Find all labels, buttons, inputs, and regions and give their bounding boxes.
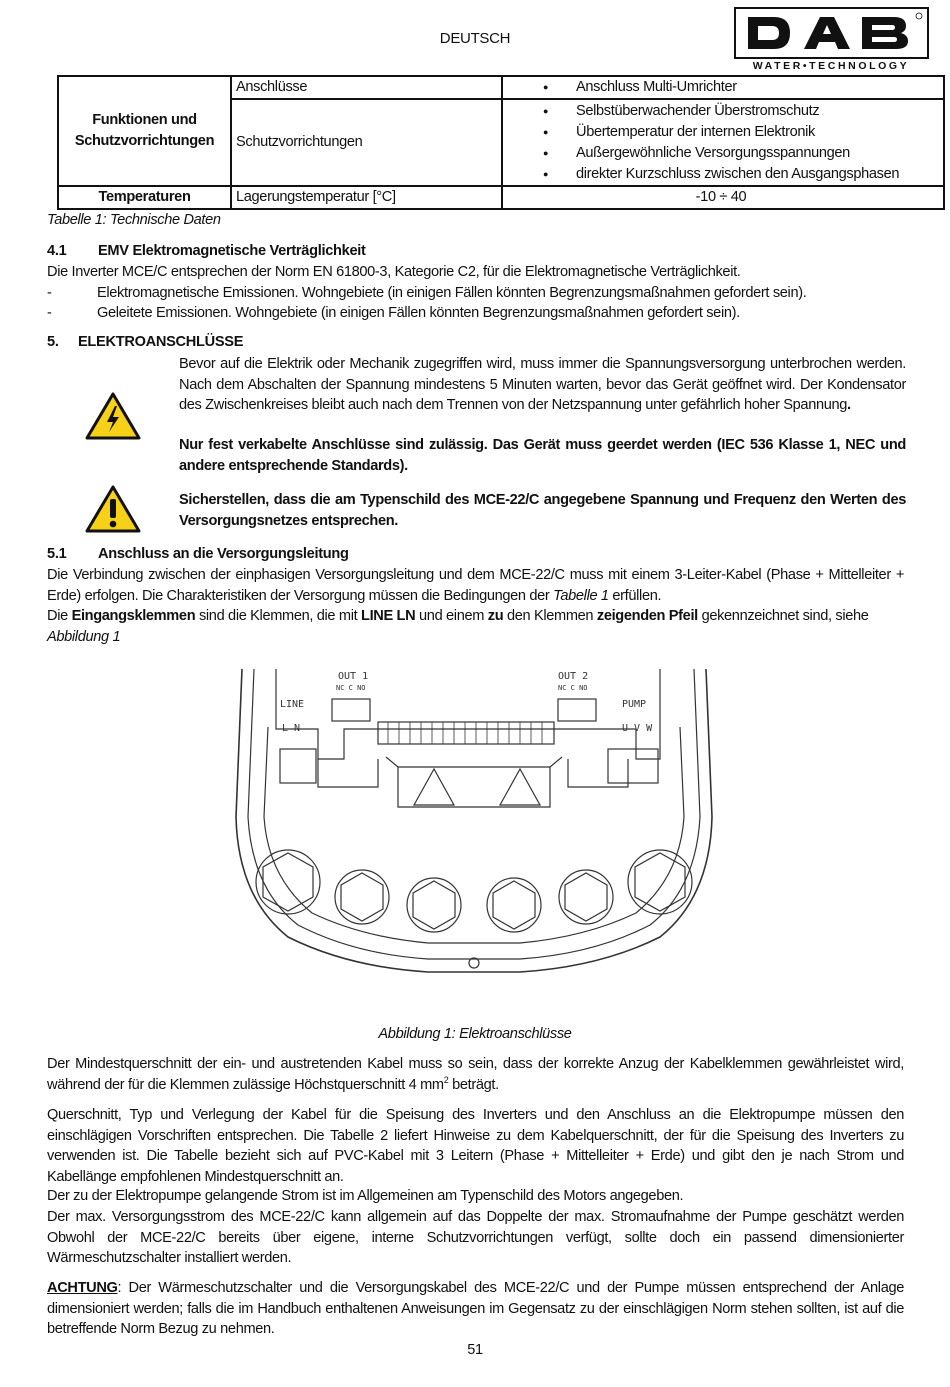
- paragraph-max-current: Der max. Versorgungsstrom des MCE-22/C kann allgemein auf das Doppelte der max. Stromaufnahme der Pumpe geschätzt werden Obwohl der MCE-22/C bereits über eigene, interne Schutzvorrichtungen verfügt, sollte doch ein passend dimensionierter Wärmeschutzschalter installiert werden.: [47, 1209, 904, 1266]
- paragraph-cross-section: Querschnitt, Typ und Verlegung der Kabel für die Speisung des Inverters und den Anschluss an die Elektropumpe müssen den einschlägigen Vorschriften entsprechen. Die Tabelle 2 liefert Hinweise zu dem Kabelquerschnitt, der für die Speisung des Inverters zu verwenden ist. Die Tabelle bezieht sich auf PVC-Kabel mit 3 Leitern (Phase + Mittelleiter + Erde) und gibt den je nach Strom und Kabellänge empfohlenen Mindestquerschnitt an.: [47, 1107, 904, 1185]
- section-5-heading: [47, 334, 243, 350]
- attention-label: ACHTUNG: [47, 1280, 118, 1296]
- label-line: LINE: [280, 699, 305, 710]
- warning-bold-1: Nur fest verkabelte Anschlüsse sind zulässig. Das Gerät muss geerdet werden (IEC 536 Klasse 1, NEC und andere entsprechende Standards).: [179, 437, 906, 474]
- bold-text: zeigenden Pfeil: [596, 608, 698, 624]
- table-group-temperatures: Temperaturen: [58, 186, 231, 209]
- list-item: ● Außergewöhnliche Versorgungsspannungen: [543, 143, 939, 164]
- list-item: ● Selbstüberwachender Überstromschutz: [543, 101, 939, 122]
- text: Die Verbindung zwischen der einphasigen Versorgungsleitung und dem MCE-22/C muss mit einem 3-Leiter-Kabel (Phase + Mittelleiter + Erde) erfolgen. Die Charakteristiken der Versorgung müssen die Bedingungen der: [47, 567, 904, 604]
- table-ref: Tabelle 1: [553, 587, 609, 604]
- section-number: 5.: [47, 334, 59, 350]
- list-item: [47, 283, 907, 304]
- section-number: 4.1: [47, 243, 67, 259]
- paragraph-attention: [47, 1278, 904, 1340]
- table-cell-schutz-values: [502, 99, 944, 186]
- list-item: ● Übertemperatur der internen Elektronik: [543, 122, 939, 143]
- text: : Der Wärmeschutzschalter und die Versorgungskabel des MCE-22/C und der Pumpe müssen entsprechend der Anlage dimensioniert werden; falls die im Handbuch enthaltenen Anweisungen im Gegensatz zu der einschlägigen Norm stehen sollten, ist auf die betreffende Norm Bezug zu nehmen.: [47, 1280, 904, 1337]
- list-dash: -: [47, 305, 52, 321]
- superscript: 2: [443, 1074, 449, 1085]
- table-cell-schutz-label: Schutzvorrichtungen: [231, 99, 502, 186]
- label-pump: PUMP: [622, 699, 647, 710]
- section-4-1-heading: [47, 243, 366, 259]
- table-cell-anschluesse-label: Anschlüsse: [231, 76, 502, 99]
- logo-subtitle: WATER•TECHNOLOGY: [752, 60, 910, 71]
- label-out2: OUT 2: [558, 671, 589, 682]
- warning-bold-2: Sicherstellen, dass die am Typenschild des MCE-22/C angegebene Spannung und Frequenz den Werten des Versorgungsnetzes entsprechen.: [179, 492, 906, 529]
- section-number: 5.1: [47, 546, 67, 562]
- text: den Klemmen: [503, 608, 597, 624]
- text: und einem: [415, 608, 488, 624]
- list-text: Elektromagnetische Emissionen. Wohngebiete (in einigen Fällen könnten Begrenzungsmaßnahmen gefordert sein).: [97, 285, 807, 301]
- text: erfüllen.: [608, 587, 662, 604]
- section-4-1-intro: Die Inverter MCE/C entsprechen der Norm EN 61800-3, Kategorie C2, für die Elektromagnetische Verträglichkeit.: [47, 264, 741, 280]
- list-text: Geleitete Emissionen. Wohngebiete (in einigen Fällen könnten Begrenzungsmaßnahmen gefordert sein).: [97, 305, 740, 321]
- technical-data-table: [57, 75, 945, 210]
- section-title: Anschluss an die Versorgungsleitung: [98, 546, 349, 562]
- figure-caption: Abbildung 1: Elektroanschlüsse: [378, 1026, 572, 1042]
- label-out1-sub: NC C NO: [336, 684, 366, 692]
- warning-text-1: [179, 354, 906, 416]
- table-cell-storage-temp-label: Lagerungstemperatur [°C]: [231, 186, 502, 209]
- dab-logo: [734, 7, 929, 71]
- section-title: ELEKTROANSCHLÜSSE: [78, 334, 244, 350]
- figure-ref: Abbildung 1: [47, 628, 121, 645]
- list-dash: -: [47, 285, 52, 301]
- label-ln: L N: [282, 723, 301, 734]
- table-caption: Tabelle 1: Technische Daten: [47, 212, 221, 228]
- general-warning-icon: [85, 485, 141, 533]
- page-number: 51: [467, 1342, 483, 1358]
- bold-text: LINE LN: [361, 608, 416, 624]
- label-out2-sub: NC C NO: [558, 684, 588, 692]
- table-group-functions: Funktionen und Schutzvorrichtungen: [58, 76, 231, 186]
- text: Die: [47, 608, 72, 624]
- text: beträgt.: [448, 1076, 499, 1093]
- list-item: ● Anschluss Multi-Umrichter: [543, 77, 939, 98]
- warning-text: Bevor auf die Elektrik oder Mechanik zugegriffen wird, muss immer die Spannungsversorgung unterbrochen werden. Nach dem Abschalten der Spannung mindestens 5 Minuten warten, bevor das Gerät geöffnet wird. Der Kondensator des Zwischenkreises bleibt auch nach dem Trennen von der Netzspannung unter gefährlich hoher Spannung: [179, 356, 906, 413]
- page-header-language: DEUTSCH: [439, 30, 511, 47]
- electrical-connections-figure: [228, 667, 720, 1012]
- paragraph-min-cross-section: [47, 1054, 904, 1095]
- text: gekennzeichnet sind, siehe: [697, 608, 869, 624]
- bold-text: zu: [487, 608, 504, 624]
- text: sind die Klemmen, die mit: [195, 608, 362, 624]
- table-cell-storage-temp-value: -10 ÷ 40: [502, 186, 944, 209]
- table-cell-anschluesse-value: [502, 76, 944, 99]
- paragraph-current: Der zu der Elektropumpe gelangende Strom ist im Allgemeinen am Typenschild des Motors angegeben.: [47, 1188, 684, 1204]
- paragraph-connection: [47, 565, 904, 606]
- label-out1: OUT 1: [338, 671, 369, 682]
- section-5-1-heading: [47, 546, 349, 562]
- list-item: ● direkter Kurzschluss zwischen den Ausgangsphasen: [543, 164, 939, 185]
- section-title: EMV Elektromagnetische Verträglichkeit: [98, 243, 366, 259]
- electric-hazard-icon: [85, 392, 141, 440]
- label-uvw: U V W: [622, 723, 653, 734]
- bold-text: Eingangsklemmen: [71, 608, 196, 624]
- text: Der Mindestquerschnitt der ein- und austretenden Kabel muss so sein, dass der korrekte Anzug der Kabelklemmen gewährleistet wird, während der für die Klemmen zulässige Höchstquerschnitt 4 mm: [47, 1056, 904, 1093]
- list-item: [47, 303, 907, 324]
- paragraph-input-terminals: [47, 606, 907, 647]
- warning-dot: .: [847, 397, 851, 413]
